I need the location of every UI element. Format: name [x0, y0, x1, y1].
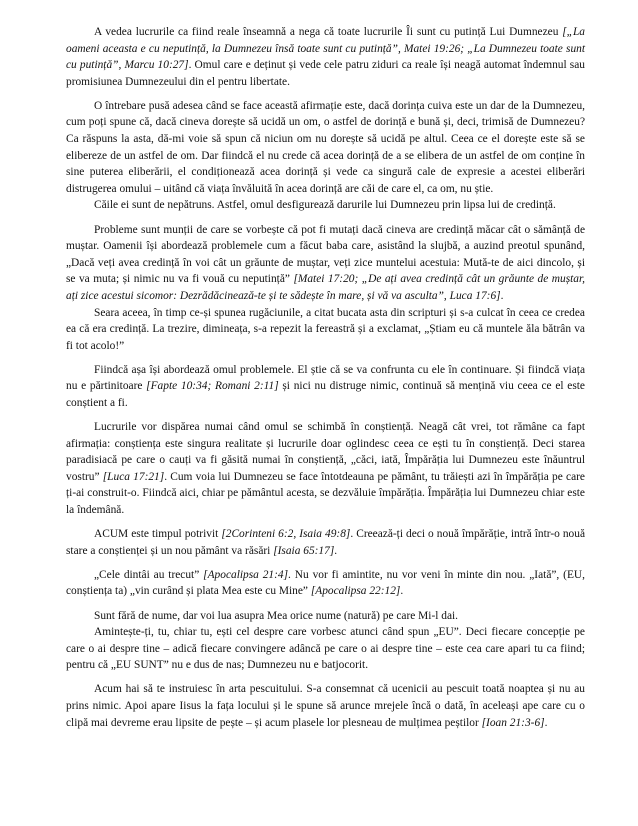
scripture-reference: [Isaia 65:17]: [273, 544, 335, 557]
scripture-reference: [Apocalipsa 21:4]: [203, 568, 289, 581]
paragraph-text: .: [544, 716, 548, 729]
paragraph: [66, 197, 585, 214]
scripture-reference: [Luca 17:21]: [102, 470, 165, 483]
paragraph-text: . Cum voia lui Dumnezeu se face întotdeauna pe pământ, tu trăiești azi în împărăția pe care ți-ai construit-o. Fiindcă aici, chiar pe pământul acesta, se dezvăluie împărăția. Împărăția lui Dumnezeu chiar este la îndemână.: [66, 470, 585, 517]
paragraph-text: și nici nu distruge nimic, continuă să mențină viu ceea ce el este conștient a fi.: [66, 380, 585, 409]
paragraph-text: Acum hai să te instruiesc în arta pescuitului. S-a consemnat că ucenicii au pescuit toată noaptea și nu au prins nimic. Apoi apare Iisus la fața locului și le spune să arunce mrejele încă o dată, în aceleași ape care cu o clipă mai devreme erau lipsite de pește – și acum plasele lor plesneau de mulțimea peștilor: [66, 683, 585, 729]
paragraph-text: ACUM este timpul potrivit: [94, 528, 222, 541]
paragraph-text: Sunt fără de nume, dar voi lua asupra Mea orice nume (natură) pe care Mi-l dai.: [94, 609, 459, 622]
paragraph-text: .: [500, 289, 504, 302]
paragraph: [66, 608, 585, 625]
paragraph: [66, 222, 585, 305]
scripture-reference: [Apocalipsa 22:12]: [310, 585, 401, 598]
paragraph: [66, 567, 585, 600]
paragraph-text: O întrebare pusă adesea când se face această afirmație este, dacă dorința cuiva este un dar de la Dumnezeu, cum poți spune că, dacă cineva dorește să ucidă un om, o astfel de dorință e bună și, deci, trimisă de Dumnezeu? Ca răspuns la asta, dă-mi voie să spun că niciun om nu dorește să ucidă pe altul. Ceea ce el dorește este să se elibereze de un astfel de om. Dar fiindcă el nu crede că acea dorință de a se elibera de un astfel de om conține în sine puterea eliberării, el condiționează acea dorință și vede ca singură cale de expresie a acestei eliberări distrugerea omului – uitând că viața învăluită în acea dorință are căi de care el, ca om, nu știe.: [66, 99, 585, 195]
scripture-reference: [Ioan 21:3-6]: [481, 716, 545, 729]
paragraph-text: Căile ei sunt de nepătruns. Astfel, omul desfigurează darurile lui Dumnezeu prin lipsa lui de credință.: [94, 199, 556, 212]
paragraph: [66, 681, 585, 731]
paragraph-text: . Creează-ți deci o nouă împărăție, intră într-o nouă stare a conștienței și un nou pământ va răsări: [66, 528, 586, 557]
paragraph-text: Fiindcă așa își abordează omul problemele. El știe că se va confrunta cu ele în continuare. Și fiindcă viața nu e părtinitoare: [66, 363, 585, 393]
paragraph: [66, 362, 585, 412]
paragraph: [66, 24, 585, 90]
scripture-reference: [Matei 17:20; „De ați avea credință cât un grăunte de muștar, ați zice acestui sicomor: Dezrădăcinează-te și te sădește în mare, și vă va asculta”, Luca 17:6]: [66, 273, 586, 302]
paragraph: [66, 624, 585, 674]
paragraph: [66, 419, 585, 519]
paragraph-text: . Omul care e deținut și vede cele patru ziduri ca reale își neagă automat îndemnul sau promisiunea Dumnezeului din el pentru libertate.: [66, 59, 585, 88]
paragraph-text: .: [334, 544, 338, 557]
scripture-reference: [2Corinteni 6:2, Isaia 49:8]: [221, 528, 351, 541]
paragraph-text: „Cele dintâi au trecut”: [94, 568, 204, 581]
paragraph-text: A vedea lucrurile ca fiind reale înseamnă a nega că toate lucrurile Îi sunt cu putință Lui Dumnezeu: [94, 26, 563, 38]
paragraph-text: . Nu vor fi amintite, nu vor veni în minte din nou. „Iată”, (EU, conștiența ta) „vin curând și plata Mea este cu Mine”: [66, 568, 585, 598]
scripture-reference: [Fapte 10:34; Romani 2:11]: [146, 380, 279, 393]
paragraph-text: Seara aceea, în timp ce-și spunea rugăciunile, a citat bucata asta din scripturi și s-a culcat în ceea ce credea ea că era credință. La trezire, dimineața, s-a repezit la fereastră și a exclamat, „Știam eu că muntele ăla bătrân va fi tot acolo!”: [66, 306, 585, 352]
paragraph: [66, 98, 585, 198]
paragraph: [66, 305, 585, 355]
paragraph-text: Lucrurile vor dispărea numai când omul se schimbă în conștiență. Neagă cât vrei, tot rămâne ca fapt afirmația: conștiența este singura realitate și lucrurile doar oglindesc ceea ce ești tu în conștiență. Deci starea paradisiacă pe care o cauți va fi găsită numai în conștiență, „căci, iată, Împărăția lui Dumnezeu este înăuntrul vostru”: [66, 421, 585, 483]
paragraph-text: Amintește-ți, tu, chiar tu, ești cel despre care vorbesc atunci când spun „EU”. Deci fiecare concepție pe care o ai despre tine – adică fiecare convingere adâncă pe care o ai despre tine – este cea care apari tu ca fiind; pentru că „EU SUNT” nu e dus de nas; Dumnezeu nu e batjocorit.: [66, 626, 585, 672]
paragraph-text: Probleme sunt munții de care se vorbește că pot fi mutați dacă cineva are credință măcar cât o sămânță de muștar. Oamenii își abordează problemele cum a făcut baba care, asistând la slujbă, a auzind preotul spunând, „Dacă veți avea credință în voi cât un grăunte de muștar, veți zice muntelui acestuia: Mută-te de aici dincolo, și se va muta; și nimic nu va fi vouă cu neputință”: [66, 223, 585, 286]
paragraph-text: .: [400, 585, 404, 598]
scripture-reference: [„La oameni aceasta e cu neputință, la Dumnezeu însă toate sunt cu putință”, Matei 19:26; „La Dumnezeu toate sunt cu putință”, Marcu 10:27]: [66, 26, 585, 72]
paragraph: [66, 526, 585, 559]
